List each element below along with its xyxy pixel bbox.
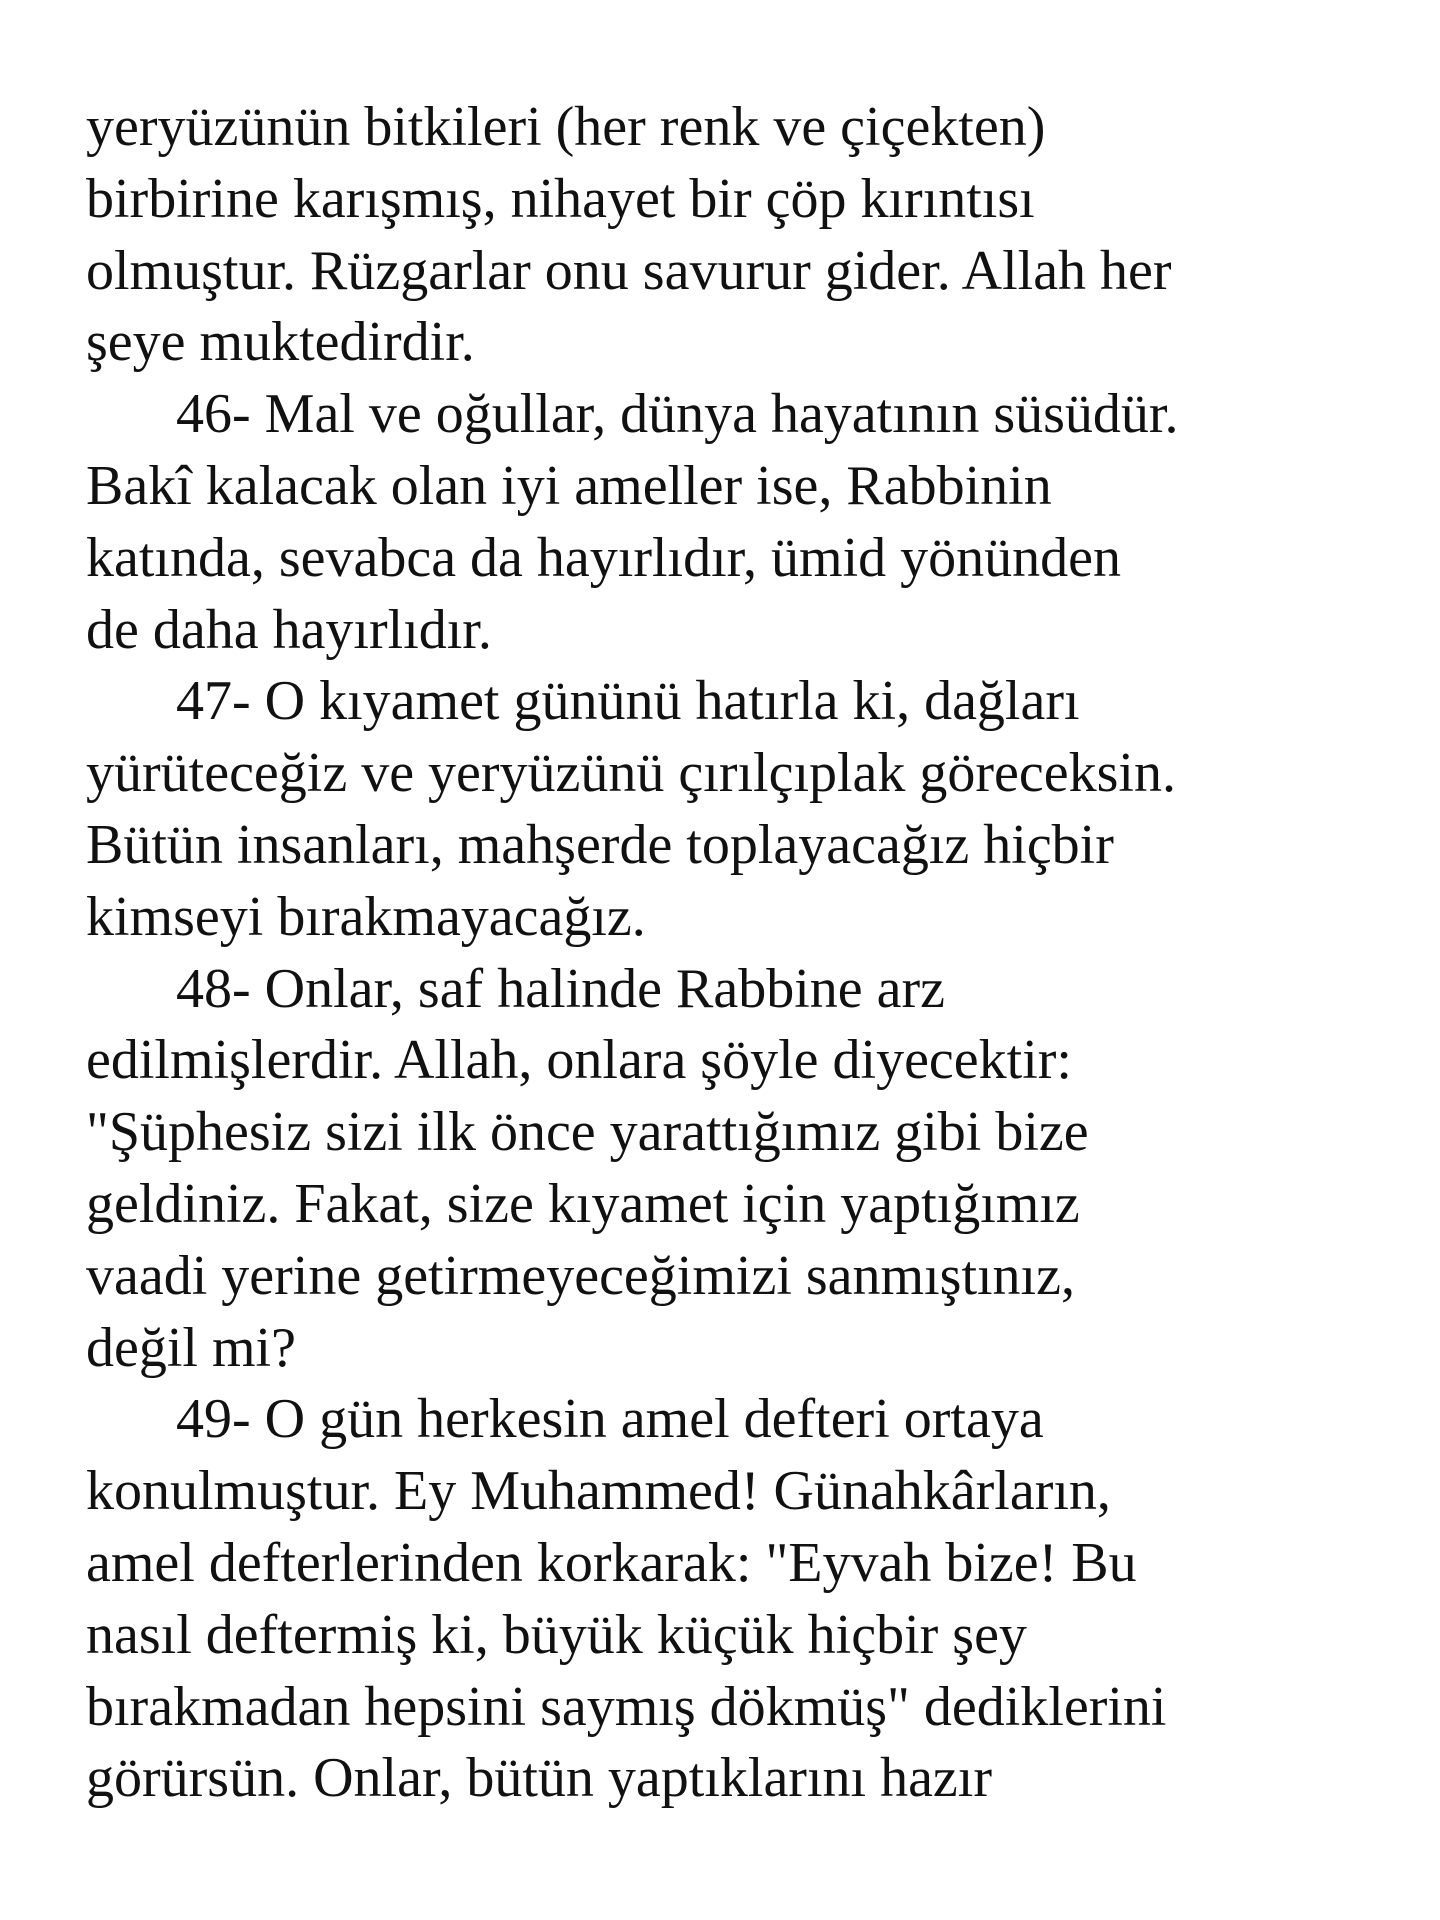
text-line: kimseyi bırakmayacağız. — [86, 885, 646, 948]
document-page — [86, 92, 1406, 1815]
verse-47-start: 47- O kıyamet gününü hatırla ki, dağları — [176, 670, 1080, 733]
text-line: bırakmadan hepsini saymış dökmüş" dediklerini — [86, 1675, 1167, 1738]
text-line: geldiniz. Fakat, size kıyamet için yaptığımız — [86, 1172, 1080, 1235]
verse-48-start: 48- Onlar, saf halinde Rabbine arz — [176, 957, 946, 1020]
text-line: Bütün insanları, mahşerde toplayacağız hiçbir — [86, 813, 1114, 876]
text-line: görürsün. Onlar, bütün yaptıklarını hazır — [86, 1747, 992, 1810]
text-line: Bakî kalacak olan iyi ameller ise, Rabbinin — [86, 454, 1052, 517]
text-line: konulmuştur. Ey Muhammed! Günahkârların, — [86, 1460, 1111, 1523]
text-line: nasıl deftermiş ki, büyük küçük hiçbir şey — [86, 1603, 1027, 1666]
text-line: "Şüphesiz sizi ilk önce yarattığımız gibi bize — [86, 1101, 1089, 1164]
text-line: birbirine karışmış, nihayet bir çöp kırıntısı — [86, 167, 1035, 230]
text-line: şeye muktedirdir. — [86, 311, 475, 374]
text-line: yürüteceğiz ve yeryüzünü çırılçıplak göreceksin. — [86, 742, 1176, 805]
text-line: amel defterlerinden korkarak: "Eyvah bize! Bu — [86, 1531, 1137, 1594]
text-line: vaadi yerine getirmeyeceğimizi sanmıştınız, — [86, 1244, 1075, 1307]
text-line: yeryüzünün bitkileri (her renk ve çiçekten) — [86, 96, 1046, 158]
text-line: olmuştur. Rüzgarlar onu savurur gider. Allah her — [86, 239, 1172, 302]
text-line: katında, sevabca da hayırlıdır, ümid yönünden — [86, 526, 1122, 589]
text-line: de daha hayırlıdır. — [86, 598, 492, 661]
text-line: edilmişlerdir. Allah, onlara şöyle diyecektir: — [86, 1029, 1072, 1092]
text-line: değil mi? — [86, 1316, 296, 1379]
verse-46-start: 46- Mal ve oğullar, dünya hayatının süsüdür. — [176, 383, 1179, 446]
verse-49-start: 49- O gün herkesin amel defteri ortaya — [176, 1388, 1044, 1451]
